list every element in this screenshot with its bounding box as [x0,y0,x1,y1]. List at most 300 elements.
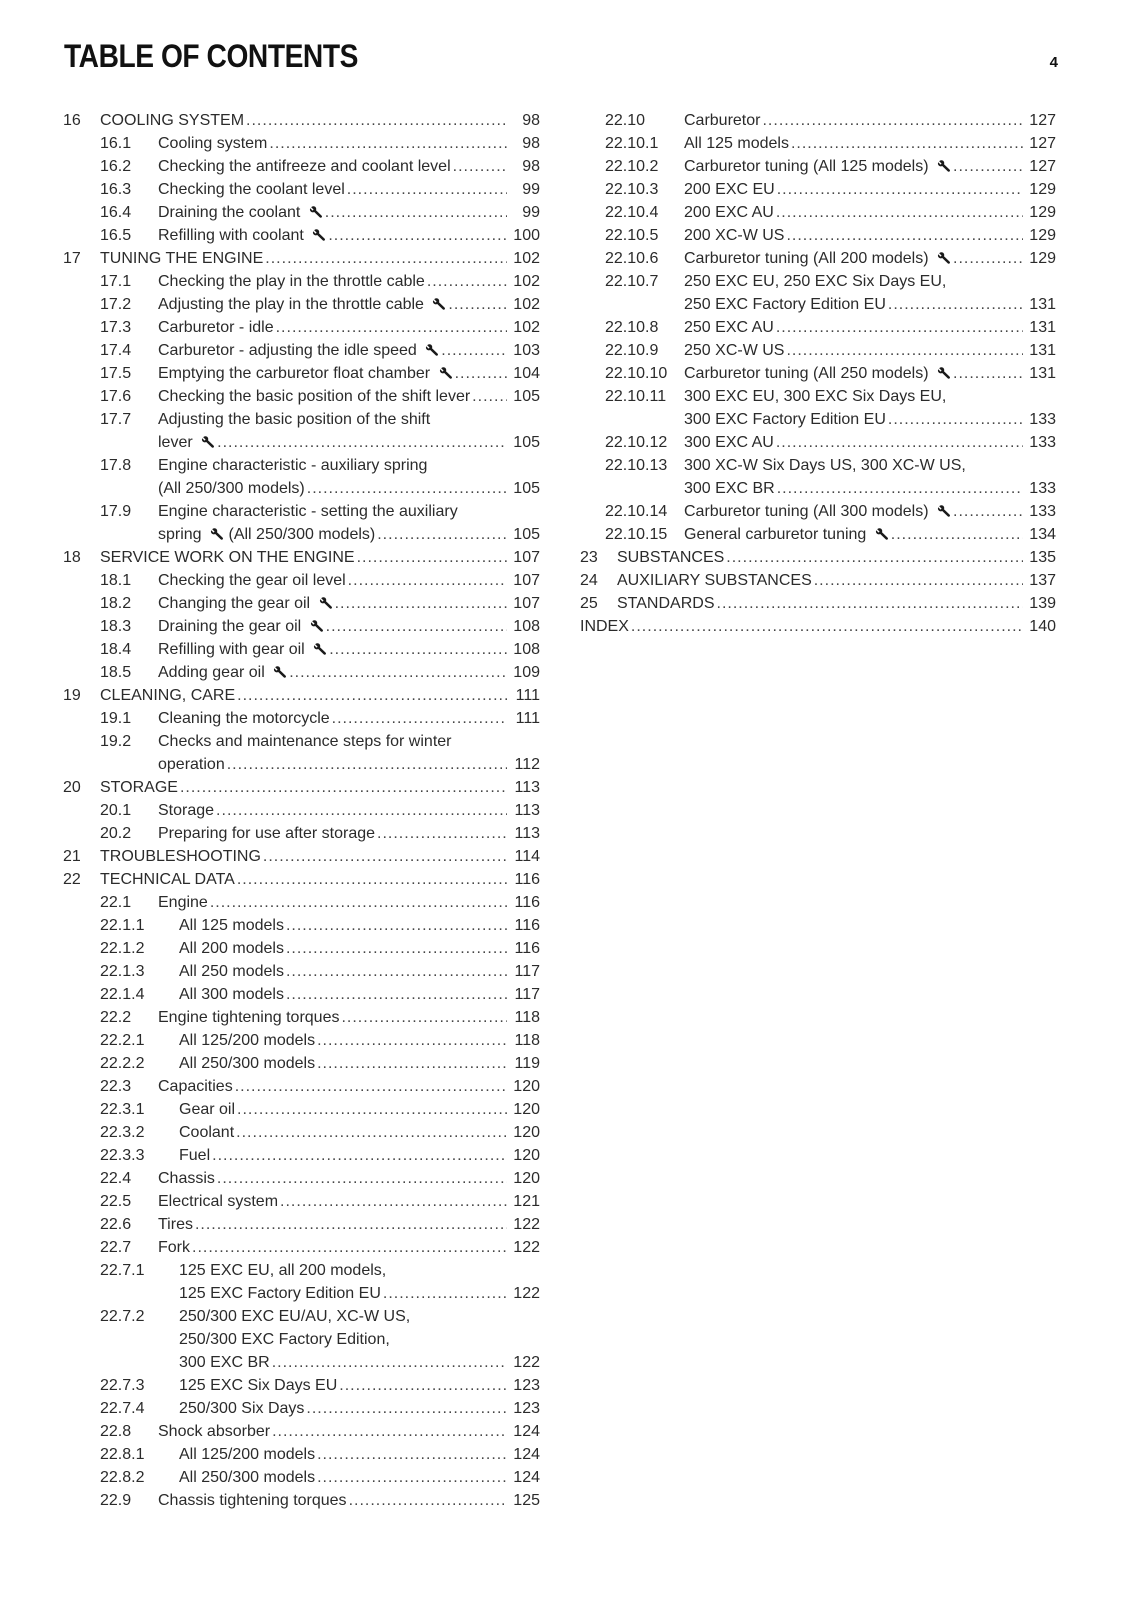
toc-entry[interactable] [580,615,1056,638]
toc-entry-page[interactable]: 108 [513,641,540,658]
toc-entry[interactable] [63,891,540,914]
toc-entry-page[interactable]: 123 [513,1400,540,1417]
toc-entry[interactable] [63,914,540,937]
toc-entry-number: 16.5 [100,227,132,244]
toc-entry-title: 250 EXC Factory Edition EU [684,296,886,313]
toc-entry-number: 17.2 [100,296,132,313]
toc-entry[interactable] [580,385,1056,431]
toc-entry[interactable] [63,776,540,799]
toc-entry-page[interactable]: 133 [1029,480,1056,497]
toc-entry-page[interactable]: 100 [513,227,540,244]
toc-entry[interactable] [63,339,540,362]
toc-entry-title: 300 EXC Factory Edition EU [684,411,886,428]
toc-entry-page[interactable]: 124 [513,1446,540,1463]
dot-leader [317,1443,507,1466]
toc-entry-number: 22.8.2 [100,1469,145,1486]
toc-entry-number: 22.6 [100,1216,132,1233]
toc-entry-title: Carburetor - idle [158,319,274,336]
dot-leader [276,316,507,339]
dot-leader [286,937,507,960]
toc-entry-number: 16.1 [100,135,132,152]
toc-entry-title: Carburetor tuning (All 125 models) [684,158,929,175]
toc-entry[interactable] [63,1420,540,1443]
toc-entry-page[interactable]: 111 [515,687,540,704]
toc-right-column [580,109,1056,638]
toc-entry-page[interactable]: 122 [513,1354,540,1371]
toc-entry-page[interactable]: 125 [513,1492,540,1509]
toc-entry-title: TROUBLESHOOTING [100,848,261,865]
wrench-icon [432,298,446,310]
toc-entry-page[interactable]: 133 [1029,411,1056,428]
toc-entry[interactable] [63,983,540,1006]
wrench-icon [201,436,215,448]
dot-leader [891,523,1023,546]
toc-entry-title: All 200 models [179,940,284,957]
toc-entry-page[interactable]: 116 [514,917,540,934]
toc-entry-title: 250 XC-W US [684,342,785,359]
toc-entry-number: 22.3.1 [100,1101,145,1118]
dot-leader [762,109,1023,132]
toc-entry-number: 22.10 [605,112,646,129]
toc-entry[interactable] [63,684,540,707]
toc-entry-number: 22.2.1 [100,1032,145,1049]
dot-leader [195,1213,507,1236]
toc-entry[interactable] [580,155,1056,178]
toc-entry-title: All 125 models [179,917,284,934]
toc-entry[interactable] [63,224,540,247]
toc-entry-page[interactable]: 116 [514,894,540,911]
toc-entry-page[interactable]: 117 [514,986,540,1003]
toc-entry-title: spring [158,526,202,543]
toc-entry-page[interactable]: 133 [1029,503,1056,520]
toc-entry-page[interactable]: 127 [1029,135,1056,152]
toc-entry-page[interactable]: 129 [1029,227,1056,244]
toc-entry-page[interactable]: 111 [515,710,540,727]
toc-entry[interactable] [63,201,540,224]
toc-entry-title: Carburetor - adjusting the idle speed [158,342,417,359]
toc-entry[interactable] [63,500,540,546]
toc-entry-title: STORAGE [100,779,178,796]
toc-entry-page[interactable]: 140 [1029,618,1056,635]
toc-entry[interactable] [580,454,1056,500]
toc-entry[interactable] [63,408,540,454]
toc-entry[interactable] [63,661,540,684]
toc-entry[interactable] [63,247,540,270]
toc-entry[interactable] [63,1213,540,1236]
toc-entry-number: 16.2 [100,158,132,175]
toc-entry-title: Checking the antifreeze and coolant level [158,158,451,175]
toc-entry-page[interactable]: 120 [513,1147,540,1164]
toc-entry-page[interactable]: 104 [513,365,540,382]
wrench-icon [937,505,951,517]
toc-entry-title: SUBSTANCES [617,549,725,566]
dot-leader [246,109,507,132]
toc-entry-title: 300 EXC BR [179,1354,270,1371]
toc-entry-page[interactable]: 102 [513,296,540,313]
dot-leader [272,1351,507,1374]
toc-entry-number: 22.3.3 [100,1147,145,1164]
toc-entry-number: 18.1 [100,572,132,589]
dot-leader [777,178,1023,201]
toc-entry-number: 22.1.4 [100,986,145,1003]
toc-entry-page[interactable]: 131 [1029,319,1056,336]
toc-entry-page[interactable]: 113 [514,802,540,819]
toc-entry-page[interactable]: 98 [522,158,540,175]
toc-entry-title: TUNING THE ENGINE [100,250,264,267]
dot-leader [377,822,507,845]
dot-leader [453,155,507,178]
toc-entry-number: 16 [63,112,81,129]
toc-entry[interactable] [63,799,540,822]
toc-entry-title: 200 XC-W US [684,227,785,244]
toc-entry-page[interactable]: 107 [513,572,540,589]
dot-leader [776,431,1023,454]
toc-entry[interactable] [63,822,540,845]
toc-entry-title: 250/300 Six Days [179,1400,305,1417]
dot-leader [953,247,1023,270]
toc-entry[interactable] [63,960,540,983]
dot-leader [307,477,507,500]
toc-entry-page[interactable]: 107 [513,595,540,612]
toc-entry[interactable] [63,615,540,638]
dot-leader [317,1466,507,1489]
wrench-icon [439,367,453,379]
toc-entry[interactable] [63,1489,540,1512]
dot-leader [441,339,507,362]
toc-entry-page[interactable]: 98 [522,135,540,152]
toc-entry-title: Adjusting the play in the throttle cable [158,296,424,313]
dot-leader [776,316,1023,339]
toc-entry-page[interactable]: 113 [514,825,540,842]
toc-entry-page[interactable]: 139 [1029,595,1056,612]
toc-entry-page[interactable]: 108 [513,618,540,635]
dot-leader [377,523,507,546]
toc-entry[interactable] [63,1259,540,1305]
toc-entry-title: 125 EXC Factory Edition EU [179,1285,381,1302]
toc-entry-number: 20.1 [100,802,132,819]
toc-entry-title: 200 EXC EU [684,181,775,198]
toc-entry-title: 300 XC-W Six Days US, 300 XC-W US, [684,457,966,474]
toc-entry-title: All 125/200 models [179,1032,316,1049]
toc-entry[interactable] [580,316,1056,339]
toc-entry-number: 22.10.8 [605,319,659,336]
toc-entry-page[interactable]: 122 [513,1285,540,1302]
toc-entry-page[interactable]: 123 [513,1377,540,1394]
toc-entry-page[interactable]: 129 [1029,250,1056,267]
toc-entry-page[interactable]: 105 [513,388,540,405]
toc-entry-number: 19.1 [100,710,132,727]
toc-entry-number: 22.4 [100,1170,132,1187]
toc-entry-number: 20 [63,779,81,796]
toc-entry-title: Adding gear oil [158,664,265,681]
dot-leader [953,362,1023,385]
toc-entry[interactable] [63,1144,540,1167]
toc-entry[interactable] [580,132,1056,155]
wrench-icon [310,620,324,632]
toc-entry[interactable] [580,546,1056,569]
dot-leader [349,1489,507,1512]
toc-entry-title: SERVICE WORK ON THE ENGINE [100,549,355,566]
toc-entry-page[interactable]: 118 [514,1032,540,1049]
toc-entry-number: 22.10.11 [605,388,667,405]
wrench-icon [319,597,333,609]
dot-leader [237,684,507,707]
toc-entry-page[interactable]: 135 [1029,549,1056,566]
toc-entry-page[interactable]: 120 [513,1078,540,1095]
toc-entry[interactable] [580,247,1056,270]
toc-entry-page[interactable]: 116 [514,940,540,957]
toc-entry-title: Electrical system [158,1193,279,1210]
toc-entry-number: 16.4 [100,204,132,221]
toc-entry-number: 22.3.2 [100,1124,145,1141]
toc-entry-page[interactable]: 119 [514,1055,540,1072]
toc-entry[interactable] [580,569,1056,592]
dot-leader [888,293,1023,316]
toc-entry-title: Gear oil [179,1101,236,1118]
toc-entry-page[interactable]: 124 [513,1423,540,1440]
wrench-icon [309,206,323,218]
toc-entry-title: Engine characteristic - setting the auxiliary [158,503,458,520]
toc-entry-title: Checking the play in the throttle cable [158,273,425,290]
toc-entry-page[interactable]: 118 [514,1009,540,1026]
toc-entry-title: lever [158,434,193,451]
wrench-icon [937,252,951,264]
toc-entry-number: 22.10.2 [605,158,659,175]
toc-entry[interactable] [63,1305,540,1374]
toc-entry[interactable] [63,1075,540,1098]
toc-entry-title: All 125 models [684,135,789,152]
toc-entry-page[interactable]: 127 [1029,158,1056,175]
toc-entry-title: TECHNICAL DATA [100,871,235,888]
toc-entry-number: 16.3 [100,181,132,198]
toc-entry-title: Fuel [179,1147,211,1164]
toc-entry-number: 22.10.15 [605,526,668,543]
toc-entry-number: 17.5 [100,365,132,382]
toc-entry[interactable] [580,270,1056,316]
dot-leader [329,638,507,661]
toc-entry-page[interactable]: 99 [522,181,540,198]
toc-entry-page[interactable]: 129 [1029,204,1056,221]
dot-leader [953,155,1023,178]
toc-entry-page[interactable]: 131 [1029,342,1056,359]
toc-entry-title: STANDARDS [617,595,715,612]
toc-entry[interactable] [63,316,540,339]
dot-leader [286,960,507,983]
toc-entry[interactable] [580,339,1056,362]
toc-entry-number: 22.10.13 [605,457,668,474]
toc-entry-page[interactable]: 103 [513,342,540,359]
toc-entry-page[interactable]: 102 [513,319,540,336]
dot-leader [347,178,507,201]
toc-entry-title: All 250 models [179,963,284,980]
toc-entry-page[interactable]: 114 [514,848,540,865]
dot-leader [341,1006,507,1029]
toc-entry-title: Checks and maintenance steps for winter [158,733,452,750]
toc-entry-number: 17.7 [100,411,132,428]
wrench-icon [312,229,326,241]
toc-entry[interactable] [63,1052,540,1075]
toc-entry-page[interactable]: 98 [522,112,540,129]
toc-entry-title: Carburetor tuning (All 200 models) [684,250,929,267]
dot-leader [814,569,1023,592]
toc-entry[interactable] [63,707,540,730]
toc-entry-title: 250 EXC EU, 250 EXC Six Days EU, [684,273,947,290]
toc-entry-number: 17.9 [100,503,132,520]
toc-entry-page[interactable]: 116 [514,871,540,888]
toc-entry-number: 22.1.1 [100,917,145,934]
toc-entry-title: Capacities [158,1078,233,1095]
wrench-icon [937,160,951,172]
toc-entry-title: Fork [158,1239,190,1256]
toc-entry[interactable] [580,431,1056,454]
toc-entry[interactable] [63,937,540,960]
toc-entry[interactable] [580,500,1056,523]
toc-entry-number: 17.4 [100,342,132,359]
toc-entry-number: 21 [63,848,81,865]
toc-entry[interactable] [63,845,540,868]
toc-entry-page[interactable]: 127 [1029,112,1056,129]
toc-entry-page[interactable]: 99 [522,204,540,221]
dot-leader [326,615,507,638]
dot-leader [317,1029,507,1052]
toc-entry-title: Refilling with coolant [158,227,304,244]
toc-entry-title: All 125/200 models [179,1446,316,1463]
toc-entry[interactable] [63,1121,540,1144]
toc-entry-number: 22 [63,871,81,888]
dot-leader [263,845,507,868]
toc-entry-page[interactable]: 117 [514,963,540,980]
toc-entry[interactable] [63,270,540,293]
toc-entry[interactable] [63,1029,540,1052]
toc-entry-page[interactable]: 137 [1029,572,1056,589]
toc-entry-title: Checking the coolant level [158,181,345,198]
toc-entry-number: 19 [63,687,81,704]
toc-entry[interactable] [63,638,540,661]
toc-entry-title: Engine [158,894,208,911]
toc-entry[interactable] [63,1397,540,1420]
toc-entry-title: Checking the gear oil level [158,572,346,589]
dot-leader [235,1075,507,1098]
toc-entry-title: COOLING SYSTEM [100,112,245,129]
toc-entry-title: operation [158,756,225,773]
toc-entry[interactable] [63,1190,540,1213]
toc-entry-number: 18.3 [100,618,132,635]
toc-entry-page[interactable]: 102 [513,273,540,290]
toc-entry[interactable] [63,1236,540,1259]
toc-entry-title: Cooling system [158,135,268,152]
toc-entry-number: 22.10.6 [605,250,659,267]
toc-entry[interactable] [580,109,1056,132]
dot-leader [328,224,507,247]
toc-entry-page[interactable]: 120 [513,1170,540,1187]
toc-entry-number: 20.2 [100,825,132,842]
toc-entry-title: 300 EXC EU, 300 EXC Six Days EU, [684,388,947,405]
toc-entry[interactable] [63,132,540,155]
toc-entry-page[interactable]: 129 [1029,181,1056,198]
toc-entry-page[interactable]: 122 [513,1239,540,1256]
toc-entry-title: All 250/300 models [179,1055,316,1072]
toc-entry-page[interactable]: 113 [514,779,540,796]
toc-entry[interactable] [63,1167,540,1190]
toc-entry[interactable] [63,385,540,408]
toc-entry-number: 22.10.7 [605,273,659,290]
toc-entry-page[interactable]: 122 [513,1216,540,1233]
toc-entry[interactable] [580,178,1056,201]
toc-entry-page[interactable]: 105 [513,434,540,451]
toc-entry-page[interactable]: 107 [513,549,540,566]
toc-entry-page[interactable]: 120 [513,1124,540,1141]
toc-entry-page[interactable]: 109 [513,664,540,681]
toc-entry[interactable] [63,109,540,132]
wrench-icon [210,528,224,540]
dot-leader [717,592,1024,615]
toc-entry[interactable] [63,546,540,569]
toc-entry-page[interactable]: 134 [1029,526,1056,543]
dot-leader [791,132,1023,155]
dot-leader [427,270,507,293]
dot-leader [265,247,507,270]
toc-entry[interactable] [63,868,540,891]
toc-entry-number: 19.2 [100,733,132,750]
toc-entry[interactable] [63,454,540,500]
toc-entry[interactable] [63,1098,540,1121]
toc-entry-number: 18.5 [100,664,132,681]
toc-entry[interactable] [63,730,540,776]
toc-entry-page[interactable]: 120 [513,1101,540,1118]
toc-entry[interactable] [63,1466,540,1489]
wrench-icon [937,367,951,379]
toc-entry[interactable] [63,155,540,178]
page-title: TABLE OF CONTENTS [64,38,358,74]
toc-entry[interactable] [63,592,540,615]
toc-entry-page[interactable]: 131 [1029,296,1056,313]
toc-entry-title: Shock absorber [158,1423,271,1440]
toc-entry[interactable] [580,224,1056,247]
toc-entry[interactable] [63,1006,540,1029]
toc-entry-title: Chassis [158,1170,215,1187]
wrench-icon [425,344,439,356]
toc-entry[interactable] [580,592,1056,615]
toc-entry[interactable] [63,293,540,316]
toc-entry[interactable] [580,523,1056,546]
toc-entry-page[interactable]: 102 [513,250,540,267]
dot-leader [289,661,507,684]
dot-leader [210,891,507,914]
toc-entry-page[interactable]: 112 [514,756,540,773]
toc-entry-page[interactable]: 105 [513,480,540,497]
toc-entry[interactable] [63,1374,540,1397]
toc-entry-number: 22.7.3 [100,1377,145,1394]
toc-entry-number: 24 [580,572,598,589]
toc-entry-page[interactable]: 121 [513,1193,540,1210]
toc-entry-title: CLEANING, CARE [100,687,236,704]
toc-entry-page[interactable]: 124 [513,1469,540,1486]
dot-leader [455,362,507,385]
toc-entry[interactable] [63,362,540,385]
dot-leader [306,1397,507,1420]
toc-entry-page[interactable]: 133 [1029,434,1056,451]
toc-entry[interactable] [580,362,1056,385]
toc-entry[interactable] [63,178,540,201]
toc-entry[interactable] [63,1443,540,1466]
toc-entry-page[interactable]: 131 [1029,365,1056,382]
toc-entry[interactable] [63,569,540,592]
toc-entry[interactable] [580,201,1056,224]
toc-entry-number: 17.6 [100,388,132,405]
dot-leader [212,1144,507,1167]
toc-entry-title: Carburetor [684,112,761,129]
toc-entry-page[interactable]: 105 [513,526,540,543]
